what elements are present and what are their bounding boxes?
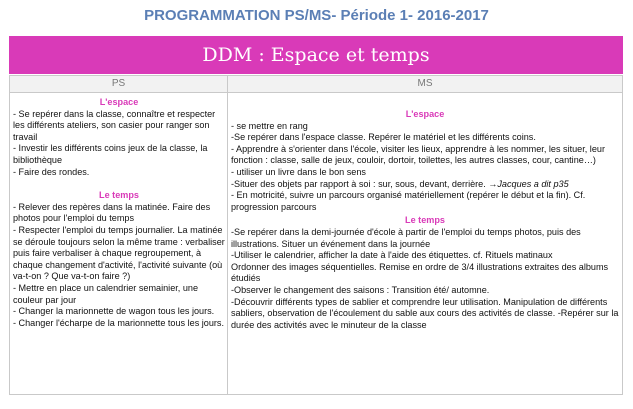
ms-temps-item: -Observer le changement des saisons : Transition été/ automne. xyxy=(231,284,490,295)
ps-espace-heading: L'espace xyxy=(99,97,139,107)
ps-temps-item: - Changer l'écharpe de la marionnette tous les jours. xyxy=(13,317,225,328)
ms-espace-item-reference: →Jacques a dit p35 xyxy=(488,178,569,189)
ms-temps-item: -Utiliser le calendrier, afficher la date à l'aide des étiquettes. cf. Rituels matinaux xyxy=(231,250,553,261)
ms-espace-item: -Se repérer dans l'espace classe. Repérer le matériel et les différents coins. xyxy=(231,132,536,143)
ms-espace-item: - En motricité, suivre un parcours organisé matériellement (repérer le début et la fin). Cf. progression parcours xyxy=(231,190,586,212)
ps-temps-item: - Mettre en place un calendrier semainier, une couleur par jour xyxy=(13,282,199,305)
ms-espace-heading: L'espace xyxy=(405,109,445,119)
ms-espace-item: - utiliser un livre dans le bon sens xyxy=(231,166,366,177)
ms-temps-heading: Le temps xyxy=(405,215,445,226)
ms-column-header: MS xyxy=(228,76,622,93)
ps-espace-item: - Faire des rondes. xyxy=(13,166,90,177)
ms-espace-item xyxy=(231,179,619,191)
ps-column xyxy=(10,93,228,394)
ps-temps-item: - Changer la marionnette de wagon tous les jours. xyxy=(13,306,215,317)
ps-temps-item: - Respecter l'emploi du temps journalier. La matinée se déroule toujours selon la même trame : verbaliser puis faire verbaliser à chaque regroupement, à chaque changement d'activité, l'activité suivante (où va-t-on ? Que va-t-on faire ?) xyxy=(13,224,225,282)
ms-column xyxy=(228,93,622,394)
programming-table xyxy=(9,75,623,395)
ms-espace-item-text: -Situer des objets par rapport à soi : sur, sous, devant, derrière. xyxy=(231,178,489,189)
ps-temps-item: - Relever des repères dans la matinée. Faire des photos pour l'emploi du temps xyxy=(13,201,211,224)
ms-espace-item: - Apprendre à s'orienter dans l'école, visiter les lieux, apprendre à les nommer, les situer, leur fonction : classe, salle de jeux, couloir, dortoir, toilettes, les autres classes, cour, cantine…) xyxy=(231,143,605,166)
ms-temps-item: Ordonner des images séquentielles. Remise en ordre de 3/4 illustrations extraites des albums étudiés xyxy=(231,261,609,284)
ps-espace-item: - Se repérer dans la classe, connaître et respecter les différents ateliers, son casier pour ranger son travail xyxy=(13,108,216,142)
ms-temps-item: -Se repérer dans la demi-journée d'école à partir de l'emploi du temps photos, puis des illustrations. Situer un événement dans la journée xyxy=(231,226,581,249)
section-banner: DDM : Espace et temps xyxy=(9,36,623,74)
ms-temps-item: -Découvrir différents types de sablier et comprendre leur utilisation. Manipulation de différents sabliers, observation de l'écoulement du sable aux cours des activités de classe. -Repérer sur la durée des activités avec le minuteur de la classe xyxy=(231,296,619,330)
ps-temps-heading: Le temps xyxy=(99,190,139,201)
page-title: PROGRAMMATION PS/MS- Période 1- 2016-2017 xyxy=(144,7,489,24)
ms-espace-item: - se mettre en rang xyxy=(231,120,308,131)
ps-espace-item: - Investir les différents coins jeux de la classe, la bibliothèque xyxy=(13,143,208,165)
ps-column-header: PS xyxy=(10,76,228,93)
